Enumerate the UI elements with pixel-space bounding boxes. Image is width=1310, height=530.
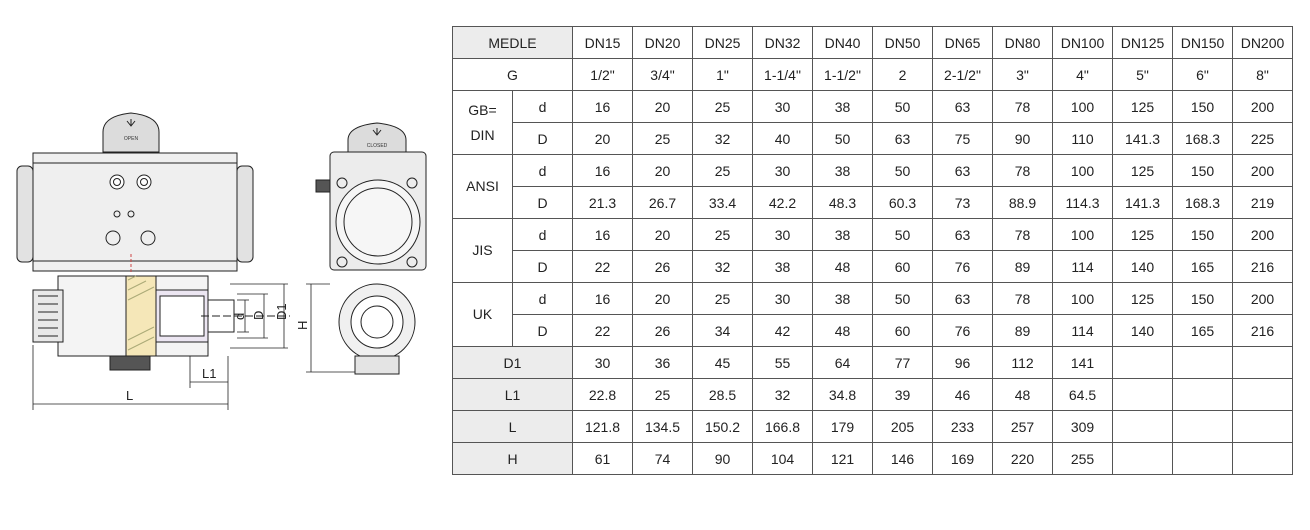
thread-cell: 8" [1233, 59, 1293, 91]
dimension-table [452, 26, 1293, 475]
value-cell: 166.8 [753, 411, 813, 443]
value-cell: 63 [933, 219, 993, 251]
value-cell: 42 [753, 315, 813, 347]
value-cell: 22.8 [573, 379, 633, 411]
value-cell: 114 [1053, 251, 1113, 283]
value-cell: 20 [573, 123, 633, 155]
standard-row [453, 251, 1293, 283]
value-cell [1173, 379, 1233, 411]
size-header: DN15 [573, 27, 633, 59]
value-cell: 255 [1053, 443, 1113, 475]
value-cell: 257 [993, 411, 1053, 443]
value-cell: 26.7 [633, 187, 693, 219]
value-cell: 114.3 [1053, 187, 1113, 219]
value-cell: 36 [633, 347, 693, 379]
size-header: DN25 [693, 27, 753, 59]
value-cell: 216 [1233, 251, 1293, 283]
value-cell: 60.3 [873, 187, 933, 219]
value-cell: 21.3 [573, 187, 633, 219]
value-cell: 168.3 [1173, 187, 1233, 219]
value-cell: 50 [873, 91, 933, 123]
dimension-row [453, 411, 1293, 443]
valve-technical-drawing [0, 0, 450, 530]
value-cell: 121.8 [573, 411, 633, 443]
size-header: DN40 [813, 27, 873, 59]
value-cell: 25 [633, 123, 693, 155]
value-cell: 50 [873, 283, 933, 315]
row-label: D [513, 187, 573, 219]
value-cell [1233, 443, 1293, 475]
size-header: DN80 [993, 27, 1053, 59]
value-cell: 48 [813, 315, 873, 347]
open-label: OPEN [123, 136, 139, 142]
row-label: D [513, 123, 573, 155]
value-cell: 33.4 [693, 187, 753, 219]
value-cell: 76 [933, 251, 993, 283]
value-cell: 76 [933, 315, 993, 347]
value-cell: 179 [813, 411, 873, 443]
standard-name: ANSI [453, 155, 513, 219]
value-cell: 100 [1053, 91, 1113, 123]
value-cell: 48 [813, 251, 873, 283]
value-cell: 200 [1233, 283, 1293, 315]
value-cell: 75 [933, 123, 993, 155]
standard-name: UK [453, 283, 513, 347]
value-cell: 63 [933, 155, 993, 187]
value-cell: 63 [873, 123, 933, 155]
value-cell: 50 [873, 219, 933, 251]
side-view [17, 113, 290, 410]
value-cell: 73 [933, 187, 993, 219]
value-cell: 20 [633, 155, 693, 187]
value-cell: 112 [993, 347, 1053, 379]
value-cell: 25 [693, 155, 753, 187]
value-cell: 150 [1173, 219, 1233, 251]
value-cell: 30 [753, 155, 813, 187]
left-end-cap [17, 166, 33, 262]
thread-label: G [453, 59, 573, 91]
value-cell: 38 [753, 251, 813, 283]
thread-cell: 1/2" [573, 59, 633, 91]
value-cell: 200 [1233, 155, 1293, 187]
dim-L1-label: L1 [202, 366, 217, 381]
value-cell: 32 [693, 123, 753, 155]
dim-D1-label: D1 [274, 303, 289, 320]
value-cell: 140 [1113, 251, 1173, 283]
value-cell: 165 [1173, 251, 1233, 283]
value-cell: 38 [813, 155, 873, 187]
value-cell: 89 [993, 251, 1053, 283]
value-cell: 45 [693, 347, 753, 379]
value-cell: 55 [753, 347, 813, 379]
value-cell: 64.5 [1053, 379, 1113, 411]
value-cell: 60 [873, 251, 933, 283]
value-cell: 30 [753, 283, 813, 315]
value-cell: 165 [1173, 315, 1233, 347]
dim-L-label: L [126, 388, 134, 403]
dimension-row [453, 443, 1293, 475]
value-cell: 169 [933, 443, 993, 475]
value-cell: 200 [1233, 91, 1293, 123]
value-cell [1113, 411, 1173, 443]
value-cell: 141 [1053, 347, 1113, 379]
value-cell: 64 [813, 347, 873, 379]
thread-cell: 1-1/4" [753, 59, 813, 91]
header-row [453, 27, 1293, 59]
value-cell: 146 [873, 443, 933, 475]
value-cell: 39 [873, 379, 933, 411]
value-cell: 26 [633, 315, 693, 347]
thread-cell: 1-1/2" [813, 59, 873, 91]
value-cell: 34 [693, 315, 753, 347]
value-cell: 32 [753, 379, 813, 411]
value-cell: 20 [633, 283, 693, 315]
thread-cell: 3/4" [633, 59, 693, 91]
value-cell: 200 [1233, 219, 1293, 251]
value-cell: 26 [633, 251, 693, 283]
value-cell: 50 [813, 123, 873, 155]
size-header: DN200 [1233, 27, 1293, 59]
row-label: d [513, 155, 573, 187]
value-cell: 220 [993, 443, 1053, 475]
value-cell: 34.8 [813, 379, 873, 411]
standard-row [453, 219, 1293, 251]
value-cell: 233 [933, 411, 993, 443]
value-cell: 100 [1053, 155, 1113, 187]
value-cell: 25 [633, 379, 693, 411]
thread-cell: 3" [993, 59, 1053, 91]
value-cell: 89 [993, 315, 1053, 347]
row-label: d [513, 91, 573, 123]
value-cell: 125 [1113, 283, 1173, 315]
dim-d-label: d [232, 312, 247, 320]
value-cell [1173, 347, 1233, 379]
value-cell: 168.3 [1173, 123, 1233, 155]
size-header: DN125 [1113, 27, 1173, 59]
value-cell: 16 [573, 283, 633, 315]
value-cell: 16 [573, 219, 633, 251]
value-cell: 125 [1113, 91, 1173, 123]
value-cell: 121 [813, 443, 873, 475]
value-cell [1173, 411, 1233, 443]
value-cell [1113, 347, 1173, 379]
standard-row [453, 155, 1293, 187]
value-cell: 140 [1113, 315, 1173, 347]
standard-name: JIS [453, 219, 513, 283]
row-label: D [513, 251, 573, 283]
standard-row [453, 123, 1293, 155]
value-cell: 134.5 [633, 411, 693, 443]
dimension-label: H [453, 443, 573, 475]
value-cell: 100 [1053, 283, 1113, 315]
value-cell: 141.3 [1113, 123, 1173, 155]
dimension-row [453, 347, 1293, 379]
value-cell [1233, 347, 1293, 379]
size-header: DN100 [1053, 27, 1113, 59]
value-cell: 150.2 [693, 411, 753, 443]
standard-row [453, 91, 1293, 123]
value-cell: 110 [1053, 123, 1113, 155]
value-cell: 25 [693, 283, 753, 315]
value-cell: 48.3 [813, 187, 873, 219]
value-cell: 150 [1173, 91, 1233, 123]
value-cell: 96 [933, 347, 993, 379]
value-cell: 42.2 [753, 187, 813, 219]
value-cell: 219 [1233, 187, 1293, 219]
value-cell: 25 [693, 219, 753, 251]
value-cell: 30 [573, 347, 633, 379]
row-label: d [513, 219, 573, 251]
size-header: DN65 [933, 27, 993, 59]
value-cell: 16 [573, 155, 633, 187]
value-cell [1233, 379, 1293, 411]
value-cell: 90 [993, 123, 1053, 155]
row-label: D [513, 315, 573, 347]
value-cell: 48 [993, 379, 1053, 411]
value-cell: 114 [1053, 315, 1113, 347]
value-cell: 32 [693, 251, 753, 283]
value-cell: 150 [1173, 155, 1233, 187]
value-cell: 16 [573, 91, 633, 123]
value-cell: 38 [813, 219, 873, 251]
value-cell: 150 [1173, 283, 1233, 315]
medle-header: MEDLE [453, 27, 573, 59]
thread-cell: 5" [1113, 59, 1173, 91]
size-header: DN20 [633, 27, 693, 59]
actuator-body [33, 153, 237, 271]
value-cell: 22 [573, 251, 633, 283]
dim-D-label: D [251, 310, 266, 320]
size-header: DN32 [753, 27, 813, 59]
value-cell: 74 [633, 443, 693, 475]
size-header: DN50 [873, 27, 933, 59]
standard-row [453, 315, 1293, 347]
value-cell: 125 [1113, 155, 1173, 187]
right-end-cap [237, 166, 253, 262]
value-cell: 63 [933, 91, 993, 123]
value-cell: 216 [1233, 315, 1293, 347]
value-cell [1113, 379, 1173, 411]
dimension-row [453, 379, 1293, 411]
value-cell: 28.5 [693, 379, 753, 411]
value-cell [1233, 411, 1293, 443]
thread-cell: 2-1/2" [933, 59, 993, 91]
value-cell: 30 [753, 91, 813, 123]
value-cell: 90 [693, 443, 753, 475]
thread-cell: 6" [1173, 59, 1233, 91]
value-cell: 78 [993, 91, 1053, 123]
value-cell: 77 [873, 347, 933, 379]
value-cell: 141.3 [1113, 187, 1173, 219]
value-cell: 309 [1053, 411, 1113, 443]
standard-name: GB= DIN [453, 91, 513, 155]
closed-label: CLOSED [366, 143, 388, 149]
value-cell: 225 [1233, 123, 1293, 155]
value-cell [1113, 443, 1173, 475]
dim-H-label: H [295, 320, 310, 330]
value-cell: 88.9 [993, 187, 1053, 219]
value-cell: 61 [573, 443, 633, 475]
value-cell: 20 [633, 91, 693, 123]
value-cell: 38 [813, 283, 873, 315]
thread-cell: 1" [693, 59, 753, 91]
value-cell: 46 [933, 379, 993, 411]
dimension-label: L [453, 411, 573, 443]
front-view [295, 123, 426, 374]
thread-row [453, 59, 1293, 91]
value-cell: 60 [873, 315, 933, 347]
value-cell [1173, 443, 1233, 475]
value-cell: 78 [993, 219, 1053, 251]
dimension-label: L1 [453, 379, 573, 411]
thread-cell: 4" [1053, 59, 1113, 91]
value-cell: 22 [573, 315, 633, 347]
value-cell: 38 [813, 91, 873, 123]
value-cell: 25 [693, 91, 753, 123]
value-cell: 50 [873, 155, 933, 187]
value-cell: 20 [633, 219, 693, 251]
dimension-label: D1 [453, 347, 573, 379]
row-label: d [513, 283, 573, 315]
position-indicator [103, 113, 159, 152]
value-cell: 100 [1053, 219, 1113, 251]
value-cell: 63 [933, 283, 993, 315]
value-cell: 30 [753, 219, 813, 251]
value-cell: 78 [993, 283, 1053, 315]
value-cell: 78 [993, 155, 1053, 187]
standard-row [453, 283, 1293, 315]
value-cell: 125 [1113, 219, 1173, 251]
value-cell: 104 [753, 443, 813, 475]
value-cell: 205 [873, 411, 933, 443]
standard-row [453, 187, 1293, 219]
thread-cell: 2 [873, 59, 933, 91]
value-cell: 40 [753, 123, 813, 155]
size-header: DN150 [1173, 27, 1233, 59]
